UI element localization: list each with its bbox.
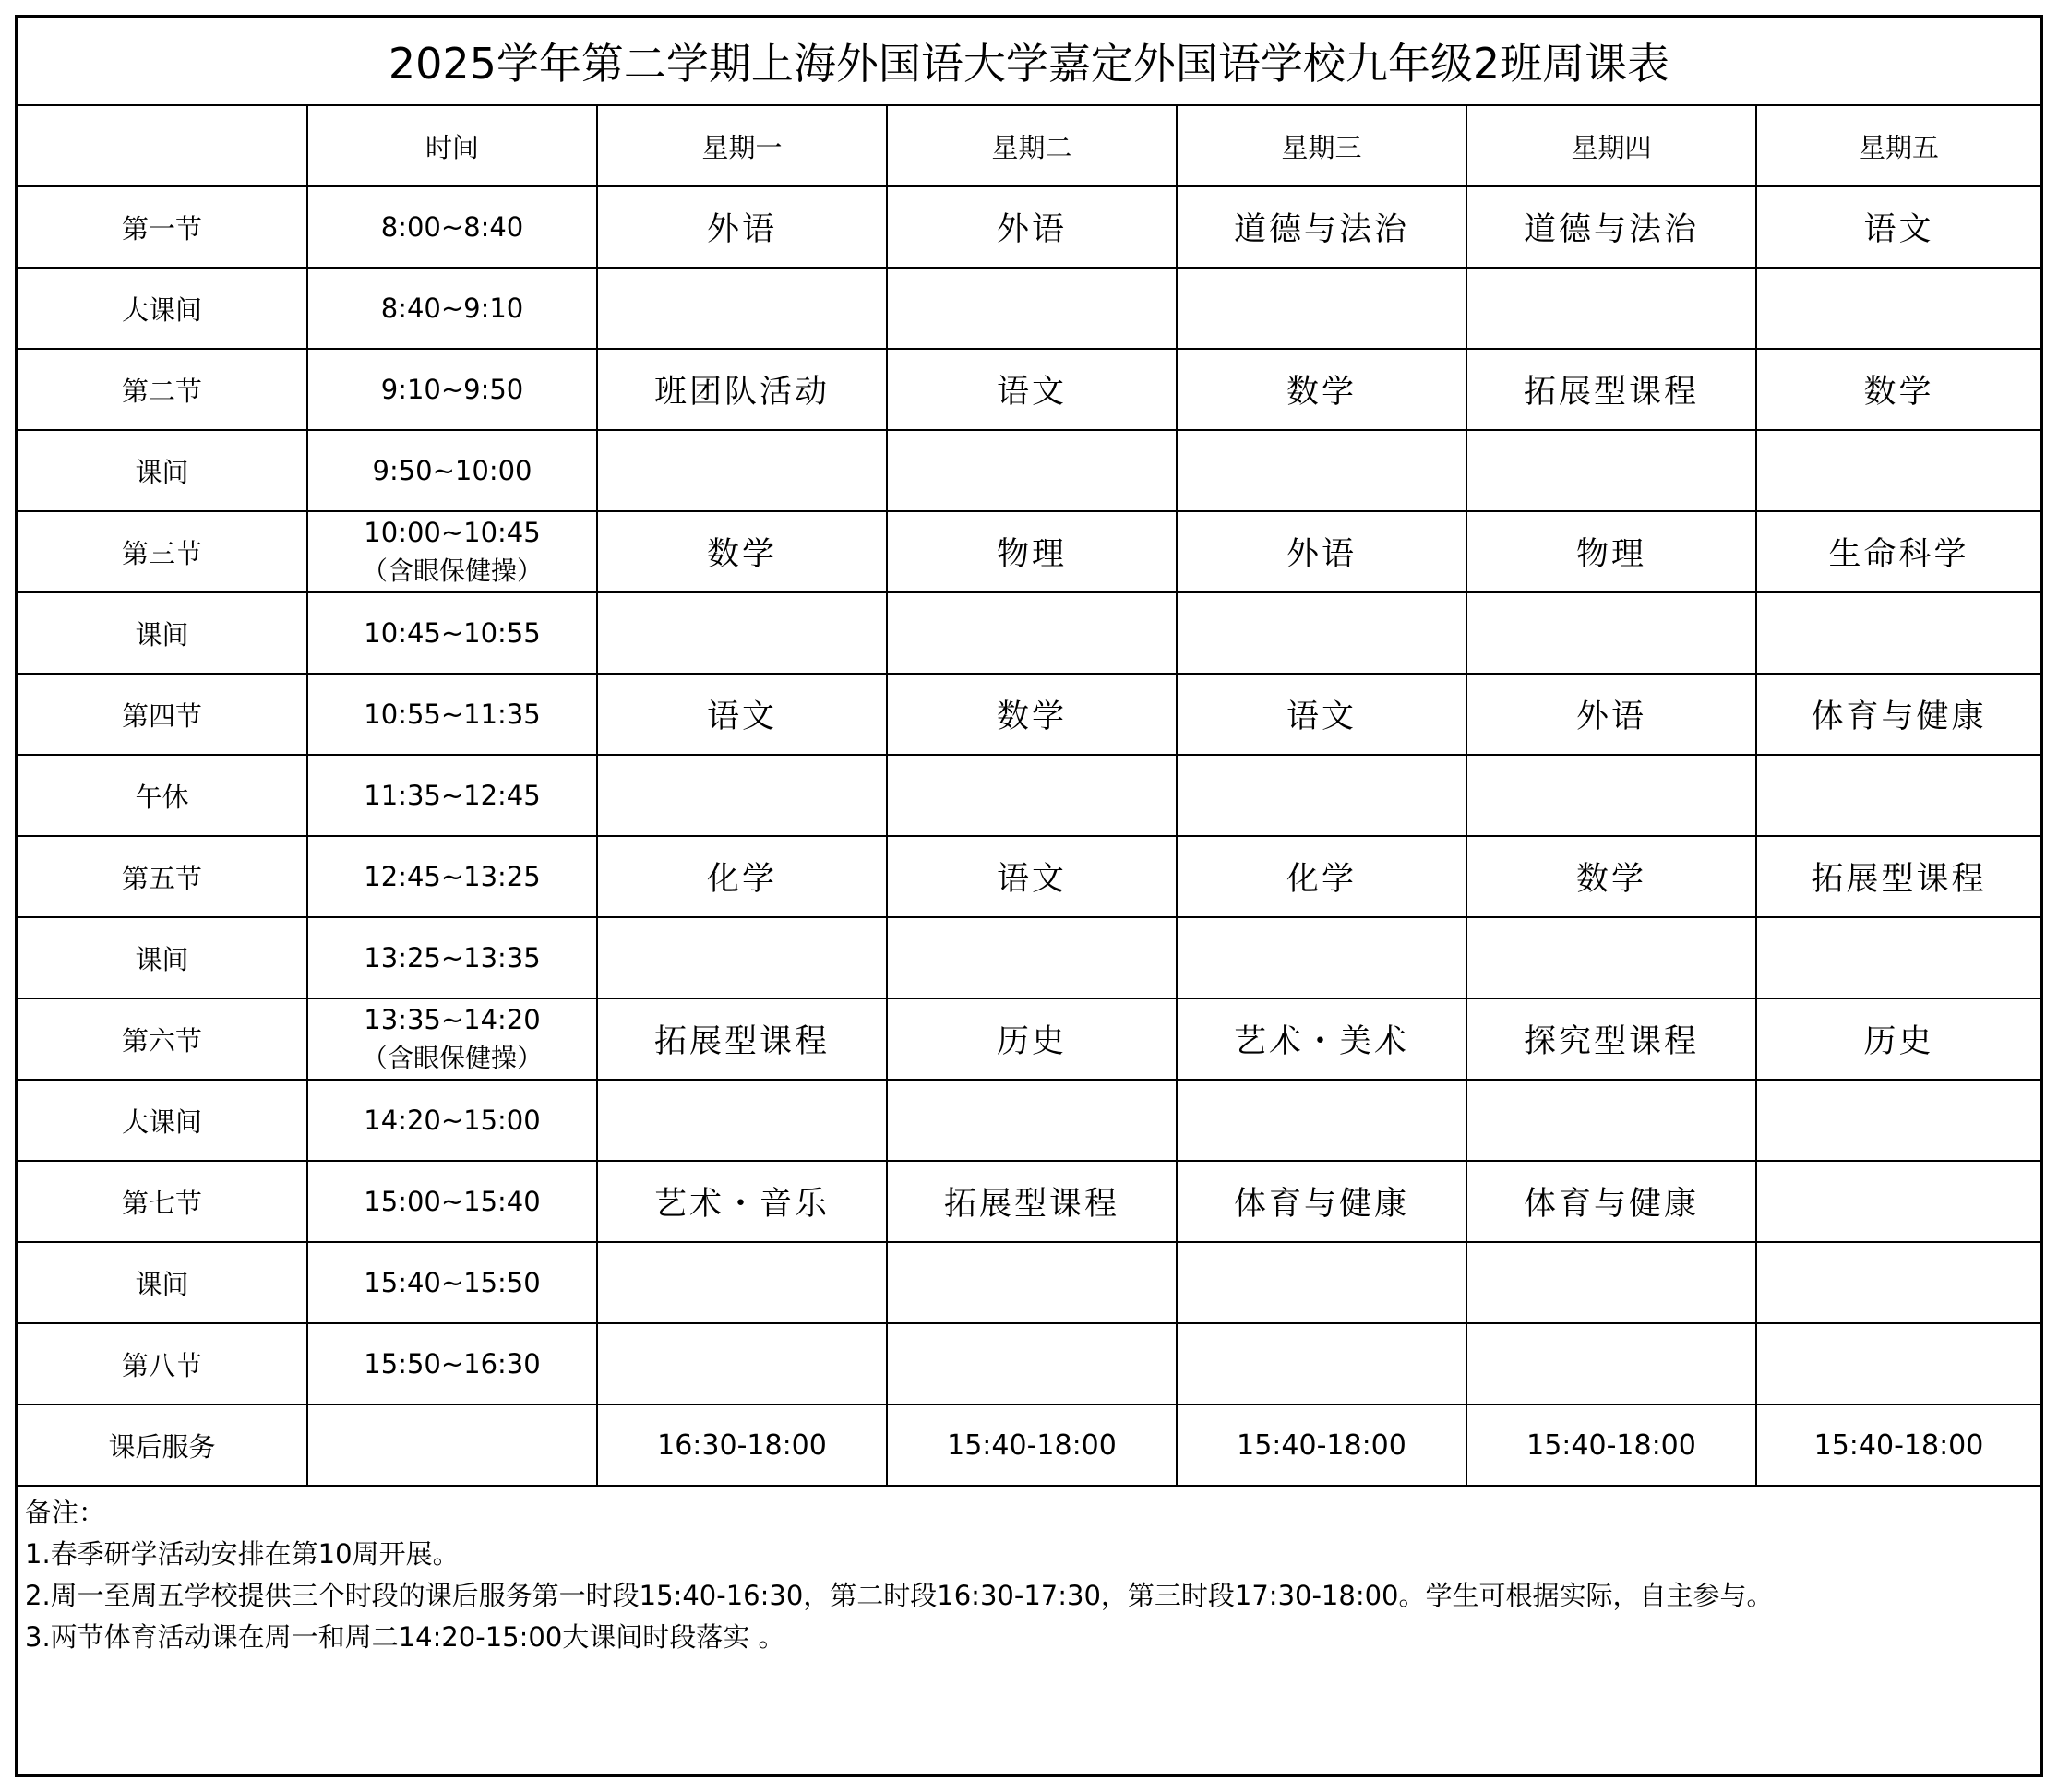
subject-cell: 班团队活动 [597,349,887,430]
period-time-cell [307,511,597,592]
subject-cell [1756,1080,2040,1161]
subject-cell [1466,917,1756,998]
note-item: 1.春季研学活动安排在第10周开展。 [25,1538,460,1570]
period-time: 15:40~15:50 [364,1267,541,1298]
period-time-cell [307,268,597,349]
period-label: 课间 [18,917,307,998]
note-item: 2.周一至周五学校提供三个时段的课后服务第一时段15:40-16:30，第二时段16:30-17:30，第三时段17:30-18:00。学生可根据实际，自主参与。 [25,1580,1774,1611]
subject-cell [1466,430,1756,511]
after-school-cell: 16:30-18:00 [597,1404,887,1486]
period-label: 大课间 [18,268,307,349]
after-school-cell: 15:40-18:00 [1756,1404,2040,1486]
period-time-cell [307,1080,597,1161]
after-school-cell: 15:40-18:00 [1177,1404,1466,1486]
schedule-row [18,674,2040,755]
period-time-cell [307,1323,597,1404]
period-time: 15:50~16:30 [364,1348,541,1380]
subject-cell [1756,917,2040,998]
subject-cell [1177,755,1466,836]
subject-cell: 语文 [887,836,1177,917]
subject-cell: 生命科学 [1756,511,2040,592]
notes-heading: 备注： [25,1497,106,1528]
period-time: 11:35~12:45 [364,780,541,811]
timetable-sheet [15,15,2043,1777]
note-item: 3.两节体育活动课在周一和周二14:20-15:00大课间时段落实 。 [25,1621,785,1653]
schedule-row [18,1323,2040,1404]
subject-cell [1177,1323,1466,1404]
subject-cell [1756,268,2040,349]
schedule-row [18,1242,2040,1323]
subject-cell: 道德与法治 [1177,186,1466,268]
period-time: 9:10~9:50 [380,374,524,405]
subject-cell: 物理 [887,511,1177,592]
subject-cell: 数学 [1756,349,2040,430]
period-time-cell [307,917,597,998]
period-label: 大课间 [18,1080,307,1161]
period-label: 第二节 [18,349,307,430]
subject-cell [887,1080,1177,1161]
subject-cell [597,268,887,349]
subject-cell: 探究型课程 [1466,998,1756,1080]
subject-cell: 体育与健康 [1756,674,2040,755]
period-time: 12:45~13:25 [364,861,541,892]
period-label: 课间 [18,430,307,511]
period-time: 9:50~10:00 [372,455,532,486]
subject-cell [887,430,1177,511]
subject-cell [597,917,887,998]
after-school-time [307,1404,597,1486]
after-school-cell: 15:40-18:00 [887,1404,1177,1486]
schedule-row [18,755,2040,836]
subject-cell [1756,1242,2040,1323]
subject-cell: 物理 [1466,511,1756,592]
period-label: 第三节 [18,511,307,592]
subject-cell: 化学 [597,836,887,917]
subject-cell: 数学 [597,511,887,592]
subject-cell: 拓展型课程 [1466,349,1756,430]
period-time: 10:45~10:55 [364,617,541,649]
subject-cell [1177,430,1466,511]
header-day-fri: 星期五 [1756,106,2040,186]
period-time-cell [307,998,597,1080]
subject-cell [1466,268,1756,349]
period-time: 8:40~9:10 [380,293,524,324]
subject-cell [1466,1323,1756,1404]
period-time: 15:00~15:40 [364,1186,541,1217]
header-day-tue: 星期二 [887,106,1177,186]
period-time-note: （含眼保健操） [361,556,543,586]
period-time: 8:00~8:40 [380,211,524,243]
subject-cell [1177,917,1466,998]
schedule-row [18,1161,2040,1242]
subject-cell [1466,755,1756,836]
subject-cell [597,1323,887,1404]
period-time: 10:00~10:45 [364,517,541,548]
period-label: 课间 [18,1242,307,1323]
period-time-cell [307,836,597,917]
schedule-row [18,349,2040,430]
schedule-row [18,268,2040,349]
subject-cell: 拓展型课程 [597,998,887,1080]
header-day-wed: 星期三 [1177,106,1466,186]
subject-cell [887,1242,1177,1323]
period-time: 13:25~13:35 [364,942,541,974]
subject-cell: 数学 [1466,836,1756,917]
subject-cell: 外语 [887,186,1177,268]
schedule-row [18,592,2040,674]
subject-cell: 艺术・美术 [1177,998,1466,1080]
subject-cell [597,592,887,674]
subject-cell: 外语 [597,186,887,268]
subject-cell [597,755,887,836]
period-time-cell [307,186,597,268]
period-label: 课间 [18,592,307,674]
subject-cell: 语文 [597,674,887,755]
subject-cell [1756,755,2040,836]
period-time-cell [307,592,597,674]
subject-cell [1466,592,1756,674]
header-row [18,106,2040,186]
after-school-label: 课后服务 [18,1404,307,1486]
page-title: 2025学年第二学期上海外国语大学嘉定外国语学校九年级2班周课表 [18,18,2040,106]
subject-cell: 历史 [887,998,1177,1080]
schedule-row [18,186,2040,268]
subject-cell: 外语 [1466,674,1756,755]
subject-cell: 历史 [1756,998,2040,1080]
subject-cell [1756,1323,2040,1404]
schedule-row [18,917,2040,998]
subject-cell: 体育与健康 [1177,1161,1466,1242]
subject-cell [1756,1161,2040,1242]
subject-cell [887,755,1177,836]
notes-section [18,1487,2040,1664]
subject-cell [887,917,1177,998]
period-label: 第四节 [18,674,307,755]
period-time: 14:20~15:00 [364,1105,541,1136]
subject-cell [1466,1242,1756,1323]
subject-cell [1177,1242,1466,1323]
subject-cell [597,1080,887,1161]
period-time: 10:55~11:35 [364,699,541,730]
period-time-cell [307,1161,597,1242]
schedule-row [18,998,2040,1080]
schedule-row [18,1080,2040,1161]
subject-cell: 数学 [887,674,1177,755]
subject-cell [1177,592,1466,674]
period-label: 第八节 [18,1323,307,1404]
period-time-cell [307,349,597,430]
subject-cell: 语文 [1177,674,1466,755]
subject-cell: 拓展型课程 [887,1161,1177,1242]
header-day-thu: 星期四 [1466,106,1756,186]
subject-cell: 外语 [1177,511,1466,592]
schedule-row [18,836,2040,917]
subject-cell: 语文 [1756,186,2040,268]
period-label: 第五节 [18,836,307,917]
subject-cell [1756,430,2040,511]
subject-cell: 艺术・音乐 [597,1161,887,1242]
subject-cell: 体育与健康 [1466,1161,1756,1242]
period-label: 第六节 [18,998,307,1080]
subject-cell: 拓展型课程 [1756,836,2040,917]
subject-cell: 语文 [887,349,1177,430]
after-school-cell: 15:40-18:00 [1466,1404,1756,1486]
subject-cell [1466,1080,1756,1161]
subject-cell [597,430,887,511]
period-label: 第七节 [18,1161,307,1242]
header-day-mon: 星期一 [597,106,887,186]
period-time-note: （含眼保健操） [361,1043,543,1073]
subject-cell: 数学 [1177,349,1466,430]
subject-cell [1177,268,1466,349]
subject-cell: 化学 [1177,836,1466,917]
header-blank-cell [18,106,307,186]
period-time-cell [307,430,597,511]
subject-cell [597,1242,887,1323]
period-time: 13:35~14:20 [364,1004,541,1035]
period-time-cell [307,1242,597,1323]
period-time-cell [307,674,597,755]
subject-cell [1756,592,2040,674]
timetable-grid [18,106,2040,1487]
period-label: 午休 [18,755,307,836]
subject-cell: 道德与法治 [1466,186,1756,268]
subject-cell [1177,1080,1466,1161]
after-school-row [18,1404,2040,1486]
subject-cell [887,268,1177,349]
subject-cell [887,592,1177,674]
schedule-row [18,511,2040,592]
schedule-row [18,430,2040,511]
header-time: 时间 [307,106,597,186]
period-time-cell [307,755,597,836]
period-label: 第一节 [18,186,307,268]
subject-cell [887,1323,1177,1404]
timetable-body [18,106,2040,1486]
